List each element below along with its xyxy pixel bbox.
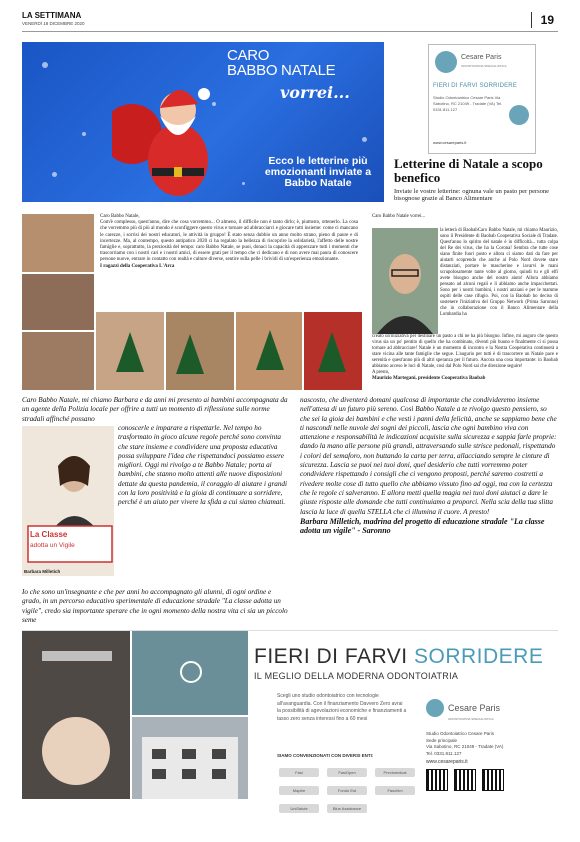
masthead [22, 10, 558, 32]
photo-maurizio [372, 228, 438, 334]
ad-address [426, 731, 536, 757]
dental-ad-large[interactable] [22, 630, 558, 811]
dental-ad-small[interactable] [428, 44, 536, 154]
letter-baobab-body2: creato un'iniziativa per destinare un pasto a chi ne ha più bisogno. Infine, mi auguro che questo virus sia un po' pentito di quello che ha combinato, diventi più buono e finalmente ci si possa tornare ad abbracciare! Natale è un momento di incontro e la Nostra Cooperativa continuerà a stare vicina alle tante famiglie che segue. L'augurio per tutti è di trascorrere un Natale pace e serenità e quest'anno più di altri speranza per il futuro. Ancora una cosa importante: in Baobab abbiamo acceso le luci di Natale, così dal Polo Nord sai che direzione seguire! [372, 334, 558, 369]
ad-subheadline: IL MEGLIO DELLA MODERNA ODONTOIATRIA [254, 671, 459, 681]
photo-children-1 [22, 214, 94, 272]
christmas-banner [22, 42, 384, 202]
ad-headline-b: SORRIDERE [413, 645, 544, 668]
photo-tree-2 [166, 312, 234, 390]
tooth-circle-icon [180, 661, 202, 683]
letter-arca-signature: I ragazzi della Cooperativa L'Arca [100, 263, 175, 269]
ad-address-sub: Sede principale [426, 737, 458, 743]
ad-conventions-label: SIAMO CONVENZIONATI CON DIVERSI ENTI: [277, 753, 374, 758]
banner-script: vorrei... [280, 83, 350, 102]
partner-logo: Blue Assistance [327, 804, 367, 813]
partner-logo: FasiOpen [327, 768, 367, 777]
divider [531, 12, 532, 28]
letter-barbara-col2-wrap [300, 396, 558, 536]
letter-barbara-signature: Barbara Milletich, madrina del progetto di educazione stradale "La classe adotta un vigile" - Saronno [300, 516, 545, 536]
ad-address-street: Via Sabotino, RC 21049 - Tradate (VA) [426, 744, 504, 749]
partner-logo: Mapfre [279, 786, 319, 795]
partner-logo: Fasi [279, 768, 319, 777]
letter-barbara-top: Caro Babbo Natale, mi chiamo Barbara e da anni mi presento ai bambini accompagnata da un agente della Polizia locale per offrire a tutti un momento di riflessione sulle norme stradali affinché possano [22, 396, 288, 423]
letter-barbara-bottom: Io che sono un'insegnante e che per anni ho accompagnato gli alunni, di ogni ordine e grado, in un percorso educativo sperimentale di educazione stradale "La classe adotta un vigile", credo sia importante sperare che in ogni momento della nostra vita ci sia un piccolo seme [22, 588, 288, 624]
letter-arca-body: Com'è complesso, quest'anno, dire che cosa vorremmo... O almeno, il difficile non è tanto dirlo; è, piuttosto, ottenerlo. La cosa che vorremmo più di più al mondo è sconfiggere questo virus e tornare ad abbracciarci e giocare tutti insieme: come ci mancano le carezze, i sorrisi dei nostri educatori, le attività in gruppo! È stato senza dubbio un anno molto strano, pieno di paure e di incertezze. Ma, al contempo, questo antipatico 2020 ci ha regalato la bellezza di riscoprire la solidarietà, l'affetto delle nostre famiglie e, soprattutto, la preziosità del tempo: caro Babbo Natale, se puoi, donaci la capacità di apprezzare tutti i momenti che trascorriamo con i nostri cari e i nostri amici, di essere grati per il tempo che ci dedicano e di non avere mai paura di conoscere persone nuove, entrare in contatto con realtà e culture diverse, sentire sulla pelle i brividi di un'esperienza emozionante. [100, 220, 358, 263]
partner-logo: Fondo Est [327, 786, 367, 795]
letter-baobab-signature: Maurizio Martegani, presidente Cooperativa Baobab [372, 376, 486, 381]
banner-title [227, 48, 335, 78]
qr-code-icon[interactable] [454, 769, 476, 791]
sign-text-adotta: adotta un Vigile [30, 542, 75, 549]
ad-photo-building [132, 717, 248, 799]
letter-baobab-rest [372, 334, 558, 382]
tooth-logo-icon [435, 51, 457, 73]
letter-arca-salutation: Caro Babbo Natale, [100, 214, 140, 219]
ad-info: Studio Odontoiatrico Cesare Paris Via Sabotino, RC 21049 - Tradate (VA) Tel. 0331.811.127 [433, 95, 503, 112]
partner-logo: Faschim [375, 786, 415, 795]
partner-logos [277, 761, 417, 815]
ad-address-title: Studio Odontoiatrico Cesare Paris [426, 731, 495, 736]
photo-barbara [22, 426, 114, 576]
issue-date: VENERDÌ 18 DICEMBRE 2020 [22, 21, 85, 26]
sign-text-la-classe: La Classe [30, 530, 68, 539]
letter-baobab-salutation-wrap [372, 214, 558, 220]
letter-baobab-salutation: Caro Babbo Natale vorrei... [372, 214, 426, 219]
photo-children-3 [22, 332, 94, 390]
article-subhead: Inviate le vostre letterine: ognuna vale un pasto per persone bisognose grazie al Banco Alimentare [394, 188, 550, 202]
tooth-logo-icon [426, 699, 444, 717]
partner-logo: UniSalute [279, 804, 319, 813]
photo-tree-1 [96, 312, 164, 390]
letter-baobab-closing: A presto, [372, 370, 390, 375]
letter-barbara-wrap: conoscerle e imparare a rispettarle. Nel tempo ho trasformato in gioco alcune regole perché sono convinta che stare insieme e condividere una proposta educativa possa sviluppare l'idea che rispettandoci possiamo essere migliori. Oggi mi rivolgo a te Babbo Natale; porta ai bambini, che stanno molto attenti alle nuove disposizioni dettate da questa pandemia, il coraggio di aiutare i grandi con la loro positività e la gioia di continuare a sorridere, perché è un aiuto per vivere la sfida a cui siamo chiamati. [118, 424, 288, 507]
ad-brand-sub-large: ODONTOIATRIA SPECIALISTICA [448, 717, 494, 721]
photo-tree-4 [304, 312, 362, 390]
ad-headline-a: FIERI DI FARVI [254, 645, 414, 668]
ad-slogan: FIERI DI FARVI SORRIDERE [433, 83, 518, 89]
photo-tree-3 [236, 312, 302, 390]
newspaper-name: LA SETTIMANA [22, 11, 82, 20]
ad-photo-teal [132, 631, 248, 715]
ad-body: Scegli uno studio odontoiatrico con tecnologie all'avanguardia. Con il finanziamento Davvero Zero avrai la possibilità di agevolazioni economiche e finanziamenti a tasso zero senza interessi fino a 60 mesi [277, 693, 407, 722]
qr-code-icon[interactable] [426, 769, 448, 791]
letter-baobab-body1: la letterà di BaobabCaro Babbo Natale, mi chiamo Maurizio, sono il Presidente di Baobab Cooperativa Sociale di Tradate. Quest'anno lo spirito del natale è in difficoltà... tutta colpa del Re dei virus, che ha la Corona! Sembra che tutte cose siano finite fuori posto e allora ci siamo dati da fare per aiutarti scoprendo che anche al Polo Nord dovete stare distanziati, portare le mascherine e lavarvi le mani scrupolosamente tante volte al giorno, quindi tu e gli elfi avete bisogno anche del nostro aiuto! Allora abbiamo pensato ad alcuni regali e li abbiamo anche impacchettati. Sono per i nostri bambini, i nostri anziani e per le mamme ospiti delle case rifugio. Poi, con la Baobab ho deciso di sostenere l'iniziativa del Gruppo Network (Prima Saronno) che in collaborazione con il Banco Alimentare della Lombardia ha [440, 228, 558, 317]
letter-arca [100, 214, 358, 270]
qr-code-icon[interactable] [482, 769, 504, 791]
ad-url[interactable]: www.cesareparis.it [433, 140, 467, 145]
ad-headline [254, 645, 543, 669]
photo-caption: Barbara Milletich [24, 569, 61, 574]
banner-title-line1: CARO [227, 47, 270, 64]
ad-url-large[interactable]: www.cesareparis.it [426, 759, 468, 765]
partner-logo: Previmedical [375, 768, 415, 777]
photo-children-2 [22, 274, 94, 330]
tooth-circle-icon [509, 105, 529, 125]
banner-title-line2: BABBO NATALE [227, 62, 336, 79]
santa-illustration [112, 64, 232, 200]
ad-brand-sub: ODONTOIATRIA SPECIALISTICA [461, 64, 507, 68]
ad-brand: Cesare Paris [461, 54, 502, 61]
banner-subtitle: Ecco le letterine più emozionanti inviate a Babbo Natale [264, 155, 372, 189]
article-headline: Letterine di Natale a scopo benefico [394, 156, 543, 185]
letter-barbara-col2: nascosto, che diventerà domani qualcosa di importante che condivideremo insieme nell'attesa di un futuro più sereno. Così Babbo Natale a te rivolgo questo pensiero, so che sei la gioia dei bambini e che vesti i panni della felicità, anche se sappiamo bene che ti nascondi nelle nuvole dei sogni dei piccoli, lascia che ogni bambino viva con attenzione e responsabilità le indicazioni acquisite sulla sicurezza e sappia farle proprie: dando la mano alle persone più grandi, attraversando sulle strisce pedonali, rispettando i colori del semaforo, non buttando la carta per terra, allacciando sempre le cinture di sicurezza. Lascia se puoi nei tuoi doni, quel desiderio che tutti vorremmo poter condividere rispettando i consigli che ci vengono proposti, perché saremo costretti a rivedere molte cose di tutto quello che abbiamo vissuto fino ad oggi, ma con la certezza che le regole ci salveranno. E allora metti quella magia nei tuoi doni aiutaci a dare le giuste risposte alle domande che tutti continuiamo a proporci. Nella scia della tua slitta lascia la luce di quella STELLA che ci illumina il cuore. A presto! [300, 396, 557, 516]
ad-brand-large: Cesare Paris [448, 703, 501, 713]
ad-address-tel: Tel. 0331.811.127 [426, 750, 462, 756]
page-number: 19 [540, 13, 554, 27]
ad-photo-equipment [22, 631, 130, 799]
